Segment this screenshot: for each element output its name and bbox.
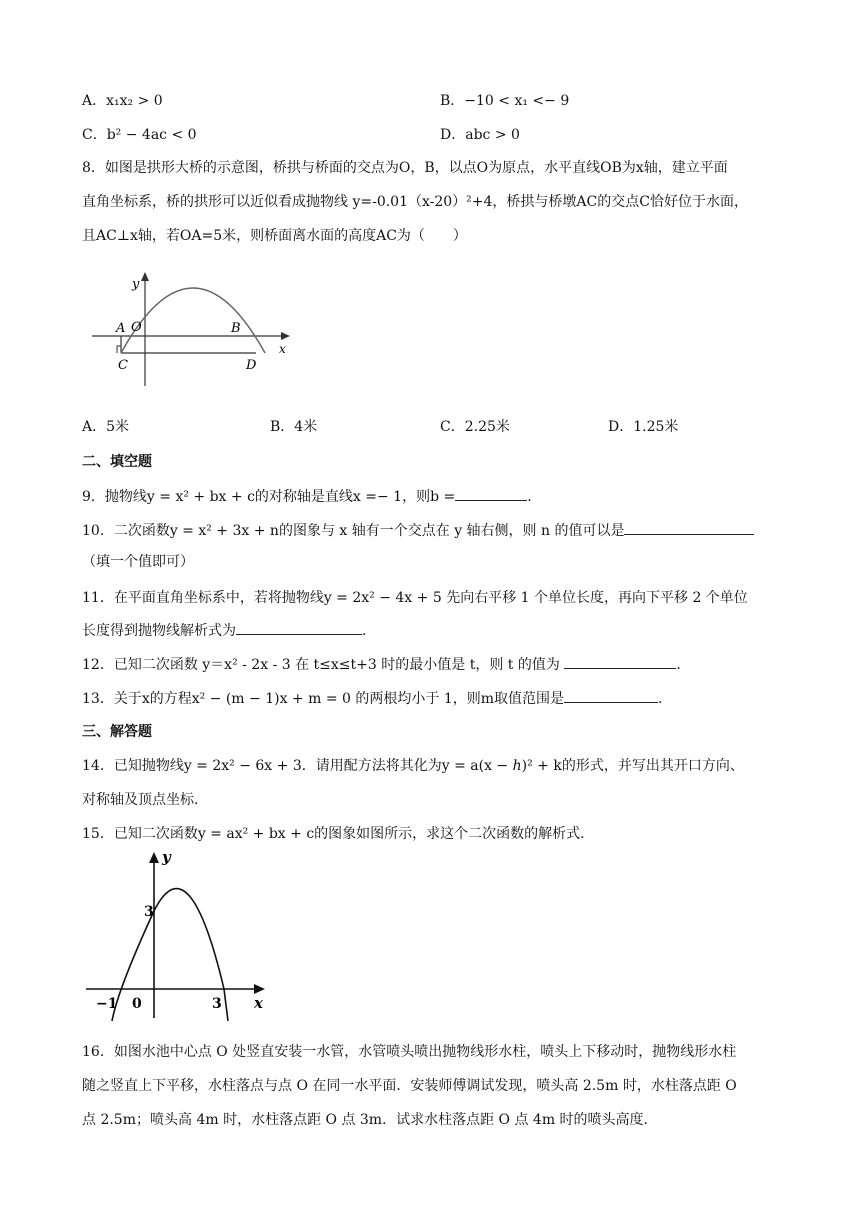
q13 (82, 688, 662, 709)
q11-line1: 11．在平面直角坐标系中，若将抛物线y = 2x² − 4x + 5 先向右平移 1 个单位长度，再向下平移 2 个单位 (82, 590, 748, 606)
q16-line1: 16．如图水池中心点 O 处竖直安装一水管，水管喷头喷出抛物线形水柱，喷头上下移动时，抛物线形水柱 (82, 1044, 737, 1060)
fig2-y-intercept-label: 3 (144, 904, 154, 920)
q10-answer-blank[interactable] (624, 520, 754, 535)
q13-answer-blank[interactable] (564, 688, 658, 703)
q8-line3: 且AC⊥x轴，若OA=5米，则桥面离水面的高度AC为（ ） (82, 228, 467, 244)
fig1-d-label: D (246, 358, 257, 373)
q12-text: 12．已知二次函数 y＝x² - 2x - 3 在 t≤x≤t+3 时的最小值是 t，则 t 的值为 (82, 657, 560, 673)
parabola-figure (82, 846, 272, 1021)
q7-option-d: D．abc > 0 (440, 127, 520, 143)
q14-line1: 14．已知抛物线y = 2x² − 6x + 3．请用配方法将其化为y = a(x − ℎ)² + k的形式，并写出其开口方向、 (82, 758, 744, 774)
q10-text: 10．二次函数y = x² + 3x + n的图象与 x 轴有一个交点在 y 轴右侧，则 n 的值可以是 (82, 523, 625, 539)
q8-option-b: B．4米 (270, 419, 318, 435)
q11-end: . (362, 623, 367, 639)
fig1-o-label: O (131, 320, 142, 335)
q16-line3: 点 2.5m；喷头高 4m 时，水柱落点距 O 点 3m．试求水柱落点距 O 点 4m 时的喷头高度. (82, 1112, 648, 1128)
q9 (82, 486, 532, 507)
q8-line1: 8．如图是拱形大桥的示意图，桥拱与桥面的交点为O，B，以点O为原点，水平直线OB为x轴，建立平面 (82, 160, 728, 176)
fig2-x-root-label: 3 (212, 996, 222, 1012)
q11-answer-blank[interactable] (236, 620, 362, 635)
q8-line2: 直角坐标系，桥的拱形可以近似看成抛物线 y=-0.01（x-20）²+4，桥拱与桥墩AC的交点C恰好位于水面， (82, 194, 748, 210)
q10-line2: （填一个值即可） (82, 554, 194, 570)
q15-line1: 15．已知二次函数y = ax² + bx + c的图象如图所示，求这个二次函数的解析式. (82, 826, 585, 842)
q12-answer-blank[interactable] (564, 654, 676, 669)
fig1-a-label: A (116, 321, 126, 336)
q9-answer-blank[interactable] (455, 486, 527, 501)
q7-option-c: C．b² − 4ac < 0 (82, 127, 197, 143)
bridge-figure (88, 268, 298, 393)
q13-end: . (658, 691, 663, 707)
q8-option-c: C．2.25米 (440, 419, 510, 435)
fig2-neg1-label: −1 (96, 996, 118, 1012)
q11-line2 (82, 620, 366, 641)
fig1-c-label: C (118, 358, 128, 373)
q7-option-b: B．−10 < x₁ <− 9 (440, 93, 570, 109)
q11-text2: 长度得到抛物线解析式为 (82, 623, 236, 639)
q9-text: 9．抛物线y = x² + bx + c的对称轴是直线x =− 1，则b = (82, 489, 456, 505)
q14-line2: 对称轴及顶点坐标. (82, 792, 199, 808)
q8-option-d: D．1.25米 (608, 419, 679, 435)
q9-end: . (527, 489, 532, 505)
q7-option-a: A．x₁x₂ > 0 (82, 93, 163, 109)
fig1-y-label: y (132, 277, 140, 292)
fig2-y-label: y (162, 848, 171, 866)
section-solve-heading: 三、解答题 (82, 724, 152, 740)
q16-line2: 随之竖直上下平移，水柱落点与点 O 在同一水平面．安装师傅调试发现，喷头高 2.5m 时，水柱落点距 O (82, 1078, 737, 1094)
q12 (82, 654, 681, 675)
q13-text: 13．关于x的方程x² − (m − 1)x + m = 0 的两根均小于 1，则m取值范围是 (82, 691, 565, 707)
q10-line1 (82, 520, 754, 541)
section-fill-in-heading: 二、填空题 (82, 454, 152, 470)
fig2-origin-label: 0 (132, 996, 142, 1012)
fig1-b-label: B (231, 321, 241, 336)
fig2-x-label: x (254, 994, 263, 1012)
fig1-x-label: x (279, 342, 286, 356)
q8-option-a: A．5米 (82, 419, 130, 435)
q12-end: . (676, 657, 681, 673)
